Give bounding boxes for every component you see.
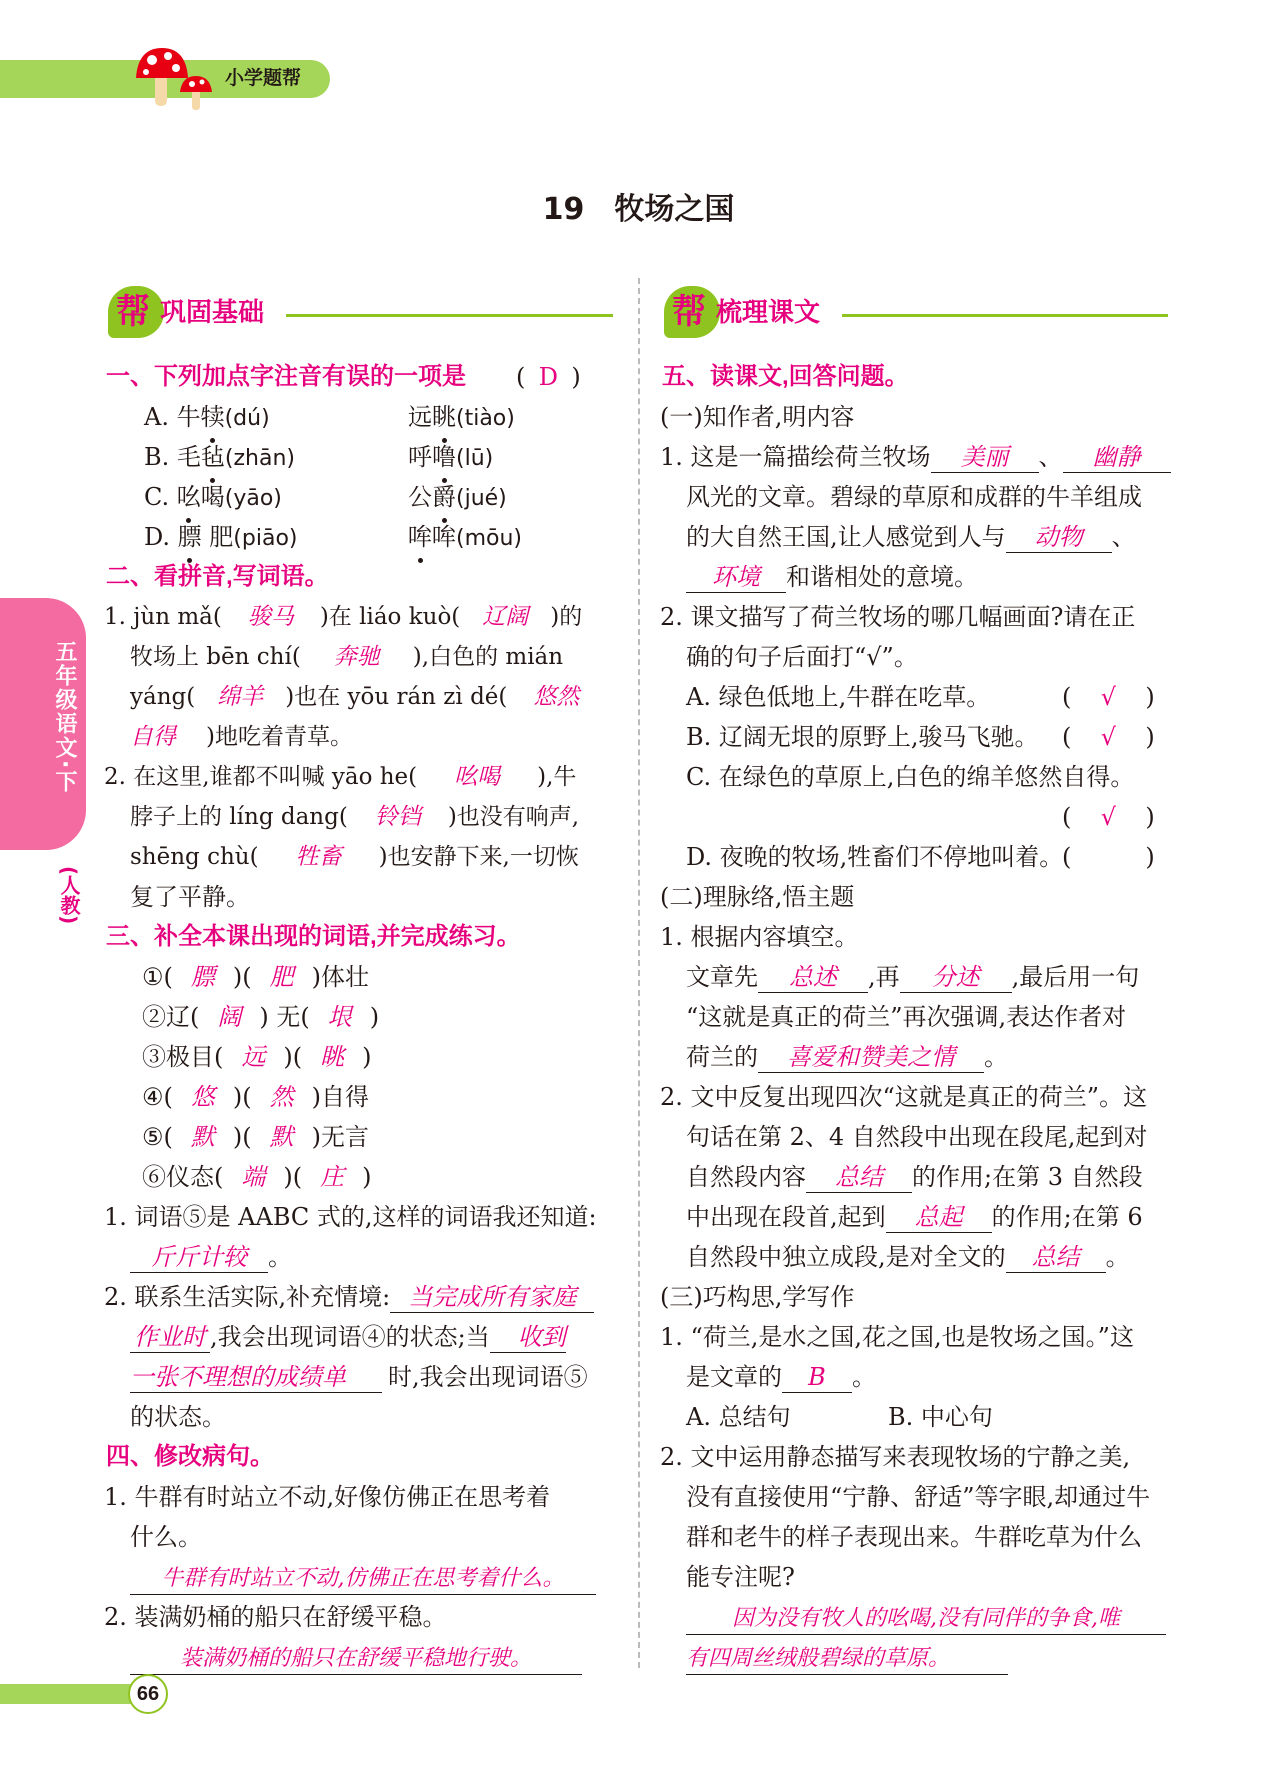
- q2-line-3: yáng( 绵羊 )也在 yōu rán zì dé( 悠然: [130, 684, 580, 710]
- footer-bar: [0, 1684, 140, 1704]
- q3-2-line-3: 一张不理想的成绩单 时,我会出现词语⑤: [130, 1363, 588, 1391]
- r3-line-3: 荷兰的 喜爱和赞美之情 。: [686, 1043, 1008, 1071]
- r5-line-1: 1. “荷兰,是水之国,花之国,也是牧场之国。”这: [660, 1323, 1134, 1351]
- sub-heading-2: (二)理脉络,悟主题: [660, 883, 855, 911]
- q1-title: 一、下列加点字注音有误的一项是: [106, 363, 466, 390]
- r6-line-4: 能专注呢?: [686, 1563, 795, 1591]
- r2-option-d: D. 夜晚的牧场,牲畜们不停地叫着。: [686, 843, 1064, 871]
- q3-item: ④( 悠 )( 然 )自得: [142, 1083, 369, 1111]
- q3-2-line-2: 作业时 ,我会出现词语④的状态;当 收到: [130, 1317, 566, 1357]
- q2-line-2: 牧场上 bēn chí( 奔驰 ),白色的 mián: [130, 644, 564, 670]
- q3-1-answer-line: 斤斤计较 。: [130, 1237, 292, 1277]
- brand-name: 小学题帮: [225, 68, 302, 89]
- r6-answer-2: 有四周丝绒般碧绿的草原。: [686, 1637, 1008, 1677]
- r5-line-2: 是文章的 B 。: [686, 1363, 876, 1391]
- paren: (: [516, 363, 526, 391]
- r4-line-3: 自然段内容 总结 的作用;在第 3 自然段: [686, 1163, 1143, 1191]
- r2-mark-b: ( √ ): [1062, 723, 1155, 751]
- section-header-right: [664, 286, 1168, 338]
- q1-answer-slot: [516, 357, 581, 397]
- q1-option-c2: 公爵(jué): [408, 477, 507, 519]
- q2-line-4: 自得 )地吃着青草。: [130, 724, 353, 750]
- header-label: 梳理课文: [716, 298, 821, 328]
- r1-line-4: 环境 和谐相处的意境。: [686, 557, 978, 597]
- r2-option-c: C. 在绿色的草原上,白色的绵羊悠然自得。: [686, 763, 1135, 791]
- header-label: 巩固基础: [160, 298, 265, 328]
- r2-mark-c: ( √ ): [1062, 803, 1155, 831]
- r2-mark-a: ( √ ): [1062, 683, 1155, 711]
- q3-1-text: 1. 词语⑤是 AABC 式的,这样的词语我还知道:: [104, 1203, 597, 1231]
- q3-2-line-1: 2. 联系生活实际,补充情境: 当完成所有家庭: [104, 1277, 594, 1317]
- q3-item: ②辽( 阔 ) 无( 垠 ): [142, 1003, 380, 1031]
- r4-line-4: 中出现在段首,起到 总起 的作用;在第 6: [686, 1203, 1143, 1231]
- page-title: 19 牧场之国: [542, 192, 735, 227]
- r1-line-2: 风光的文章。碧绿的草原和成群的牛羊组成: [686, 483, 1142, 511]
- r3-line-1: 文章先 总述 ,再 分述 ,最后用一句: [686, 963, 1140, 991]
- r5-option-b: B. 中心句: [888, 1403, 993, 1431]
- r2-line-2: 确的句子后面打“√”。: [686, 643, 918, 671]
- q4-1-text-b: 什么。: [130, 1523, 202, 1551]
- q1-option-b2: 呼噜(lū): [408, 437, 493, 479]
- q2-line-5: 2. 在这里,谁都不叫喊 yāo he( 吆喝 ),牛: [104, 764, 577, 790]
- q4-1-text: 1. 牛群有时站立不动,好像仿佛正在思考着: [104, 1483, 551, 1511]
- q1-option-a2: 远眺(tiào): [408, 397, 515, 439]
- r2-line-1: 2. 课文描写了荷兰牧场的哪几幅画面?请在正: [660, 603, 1136, 631]
- q1-option-b: B. 毛毡(zhān): [144, 437, 295, 479]
- q1-answer: D: [538, 363, 558, 391]
- sub-heading-3: (三)巧构思,学写作: [660, 1283, 855, 1311]
- side-tab-edition: (人教): [57, 866, 81, 925]
- q5-title: 五、读课文,回答问题。: [662, 363, 909, 390]
- q1-option-d2: 哞哞(mōu): [408, 517, 522, 559]
- q3-item: ①( 膘 )( 肥 )体壮: [142, 963, 369, 991]
- r6-answer-1: 因为没有牧人的吆喝,没有同伴的争食,唯: [686, 1597, 1166, 1637]
- r6-line-1: 2. 文中运用静态描写来表现牧场的宁静之美,: [660, 1443, 1131, 1471]
- r1-line-1: 1. 这是一篇描绘荷兰牧场 美丽 、 幽静: [660, 437, 1171, 477]
- header-rule: [842, 314, 1168, 317]
- mushroom-logo-icon: [128, 42, 218, 114]
- r4-line-5: 自然段中独立成段,是对全文的 总结 。: [686, 1243, 1130, 1271]
- sub-heading-1: (一)知作者,明内容: [660, 403, 855, 431]
- q2-line-7: shēng chù( 牲畜 )也安静下来,一切恢: [130, 844, 579, 870]
- q4-2-text: 2. 装满奶桶的船只在舒缓平稳。: [104, 1603, 447, 1631]
- side-tab-grade: 五年级语文·下: [52, 640, 77, 795]
- q2-line-6: 脖子上的 líng dang( 铃铛 )也没有响声,: [130, 804, 580, 830]
- q1-option-a: A. 牛犊(dú): [144, 397, 270, 439]
- r3-line-2: “这就是真正的荷兰”再次强调,表达作者对: [686, 1003, 1127, 1031]
- r6-line-2: 没有直接使用“宁静、舒适”等字眼,却通过牛: [686, 1483, 1151, 1511]
- q3-title: 三、补全本课出现的词语,并完成练习。: [106, 923, 521, 950]
- q2-line-1: 1. jùn mǎ( 骏马 )在 liáo kuò( 辽阔 )的: [104, 604, 583, 630]
- r2-option-b: B. 辽阔无垠的原野上,骏马飞驰。: [686, 723, 1039, 751]
- q3-item: ③极目( 远 )( 眺 ): [142, 1043, 372, 1071]
- section-header-left: [108, 286, 613, 338]
- q2-line-8: 复了平静。: [130, 883, 250, 911]
- page-number: 66: [128, 1674, 168, 1714]
- r6-line-3: 群和老牛的样子表现出来。牛群吃草为什么: [686, 1523, 1142, 1551]
- r5-option-a: A. 总结句: [686, 1403, 791, 1431]
- r2-mark-d: ( ): [1062, 843, 1155, 871]
- q4-2-answer: 装满奶桶的船只在舒缓平稳地行驶。: [130, 1637, 582, 1677]
- r1-line-3: 的大自然王国,让人感觉到人与 动物 、: [686, 523, 1136, 551]
- header-rule: [286, 314, 613, 317]
- q2-title: 二、看拼音,写词语。: [106, 563, 329, 590]
- header-bang: 帮: [116, 292, 150, 332]
- q4-1-answer: 牛群有时站立不动,仿佛正在思考着什么。: [130, 1557, 596, 1597]
- column-divider: [638, 278, 640, 1668]
- q3-item: ⑥仪态( 端 )( 庄 ): [142, 1163, 372, 1191]
- r3-title: 1. 根据内容填空。: [660, 923, 859, 951]
- header-bang: 帮: [672, 292, 706, 332]
- r2-option-a: A. 绿色低地上,牛群在吃草。: [686, 683, 991, 711]
- q4-title: 四、修改病句。: [106, 1443, 274, 1470]
- paren: ): [571, 363, 581, 391]
- q1-option-d: D. 膘 肥(piāo): [144, 517, 297, 559]
- q1-option-c: C. 吆喝(yāo): [144, 477, 282, 519]
- q3-item: ⑤( 默 )( 默 )无言: [142, 1123, 369, 1151]
- r4-line-1: 2. 文中反复出现四次“这就是真正的荷兰”。这: [660, 1083, 1148, 1111]
- q3-2-line-4: 的状态。: [130, 1403, 226, 1431]
- r4-line-2: 句话在第 2、4 自然段中出现在段尾,起到对: [686, 1123, 1148, 1151]
